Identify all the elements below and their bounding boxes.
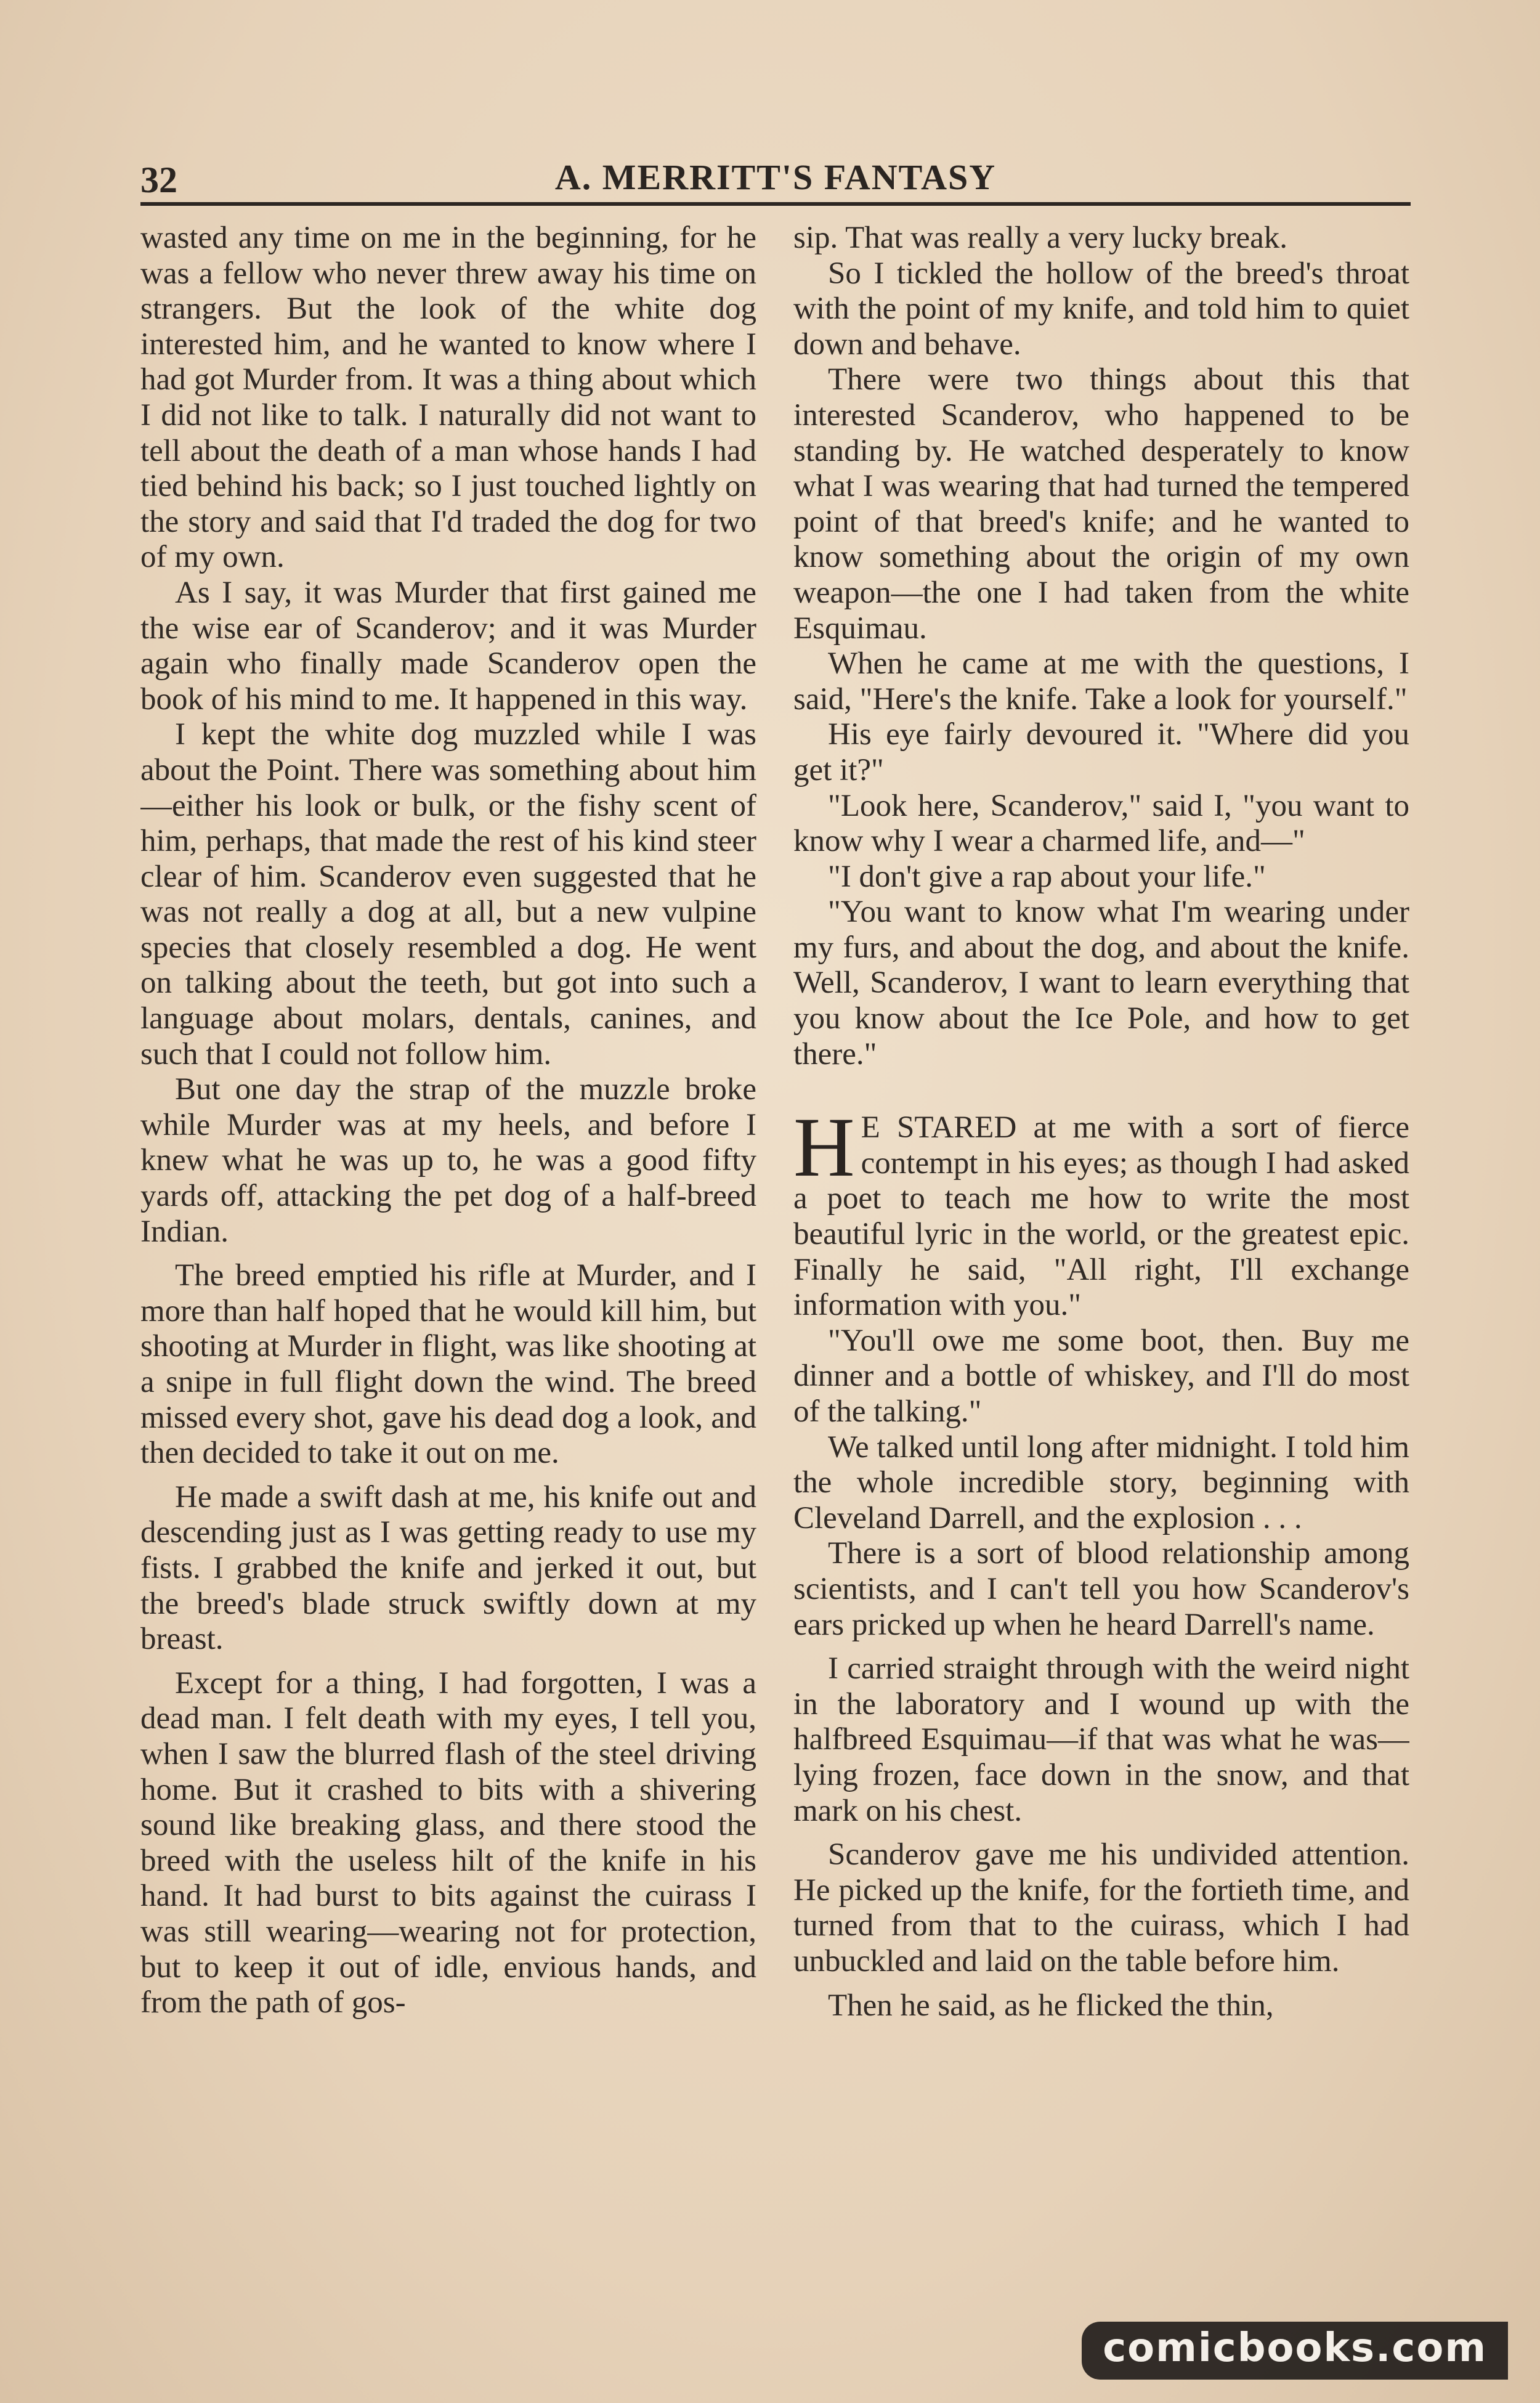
paragraph: The breed emptied his rifle at Murder, and I more than half hoped that he would kill him, but shooting at Murder in flight, was like shooting at a snipe in full flight down the wind. The breed missed every shot, gave his dead dog a look, and then decided to take it out on me. [140, 1258, 756, 1471]
paragraph: "I don't give a rap about your life." [828, 859, 1266, 894]
paragraph: When he came at me with the questions, I said, "Here's the knife. Take a look for yourself." [793, 646, 1409, 717]
paragraph: So I tickled the hollow of the breed's throat with the point of my knife, and told him to quiet down and behave. [793, 256, 1409, 362]
left-column [140, 221, 756, 2235]
drop-cap: H [793, 1100, 855, 1195]
paragraph: "You'll owe me some boot, then. Buy me dinner and a bottle of whiskey, and I'll do most of the talking." [793, 1323, 1409, 1429]
paragraph: Scanderov gave me his undivided attention. He picked up the knife, for the fortieth time, and turned from that to the cuirass, which I had unbuckled and laid on the table before him. [793, 1837, 1409, 1978]
paragraph: I kept the white dog muzzled while I was about the Point. There was something about him—either his look or bulk, or the fishy scent of him, perhaps, that made the rest of his kind steer clear of him. Scanderov even suggested that he was not really a dog at all, but a new vulpine species that closely resembled a dog. He went on talking about the teeth, but got into such a language about molars, dentals, canines, and such that I could not follow him. [140, 717, 756, 1071]
paragraph: He made a swift dash at me, his knife out and descending just as I was getting ready to use my fists. I grabbed the knife and jerked it out, but the breed's blade struck swiftly down at my breast. [140, 1479, 756, 1657]
paragraph: But one day the strap of the muzzle broke while Murder was at my heels, and before I knew what he was up to, he was a good fifty yards off, attacking the pet dog of a half-breed Indian. [140, 1072, 756, 1249]
paragraph: wasted any time on me in the beginning, for he was a fellow who never threw away his time on strangers. But the look of the white dog interested him, and he wanted to know where I had got Murder from. It was a thing about which I did not like to talk. I naturally did not want to tell about the death of a man whose hands I had tied behind his back; so I just touched lightly on the story and said that I'd traded the dog for two of my own. [140, 221, 756, 575]
right-column [793, 221, 1409, 2235]
paragraph: As I say, it was Murder that first gained me the wise ear of Scanderov; and it was Murder again who finally made Scanderov open the book of his mind to me. It happened in this way. [140, 575, 756, 717]
paragraph: Then he said, as he flicked the thin, [828, 1988, 1274, 2023]
site-watermark: comicbooks.com [1082, 2322, 1508, 2380]
paragraph: Except for a thing, I had forgotten, I was a dead man. I felt death with my eyes, I tell you, when I saw the blurred flash of the steel driving home. But it crashed to bits with a shivering sound like breaking glass, and there stood the breed with the useless hilt of the knife in his hand. It had burst to bits against the cuirass I was still wearing—wearing not for protection, but to keep it out of idle, envious hands, and from the path of gos- [140, 1665, 756, 2020]
paragraph: There were two things about this that interested Scanderov, who happened to be standing by. He watched desperately to know what I was wearing that had turned the tempered point of that breed's knife; and he wanted to know something about the origin of my own weapon—the one I had taken from the white Esquimau. [793, 362, 1409, 646]
paragraph: There is a sort of blood relationship among scientists, and I can't tell you how Scanderov's ears pricked up when he heard Darrell's name. [793, 1536, 1409, 1642]
paragraph-text: E STARED at me with a sort of fierce contempt in his eyes; as though I had asked a poet to teach me how to write the most beautiful lyric in the world, or the greatest epic. Finally he said, "All right, I'll exchange information with you." [793, 1110, 1409, 1323]
paragraph: We talked until long after midnight. I told him the whole incredible story, beginning with Cleveland Darrell, and the explosion . . . [793, 1429, 1409, 1535]
paragraph: I carried straight through with the weird night in the laboratory and I wound up with the halfbreed Esquimau—if that was what he was—lying frozen, face down in the snow, and that mark on his chest. [793, 1651, 1409, 1828]
paragraph: His eye fairly devoured it. "Where did you get it?" [793, 717, 1409, 787]
paragraph: "Look here, Scanderov," said I, "you want to know why I wear a charmed life, and—" [793, 788, 1409, 859]
header-rule [140, 202, 1411, 206]
page-header [140, 154, 1411, 203]
paragraph: "You want to know what I'm wearing under my furs, and about the dog, and about the knife. Well, Scanderov, I want to learn everything that you know about the Ice Pole, and how to get there." [793, 895, 1409, 1071]
section-opening-paragraph [793, 1100, 1409, 1323]
paragraph: sip. That was really a very lucky break. [793, 221, 1288, 255]
running-title: A. MERRITT'S FANTASY [554, 157, 997, 197]
page-number: 32 [140, 160, 177, 200]
